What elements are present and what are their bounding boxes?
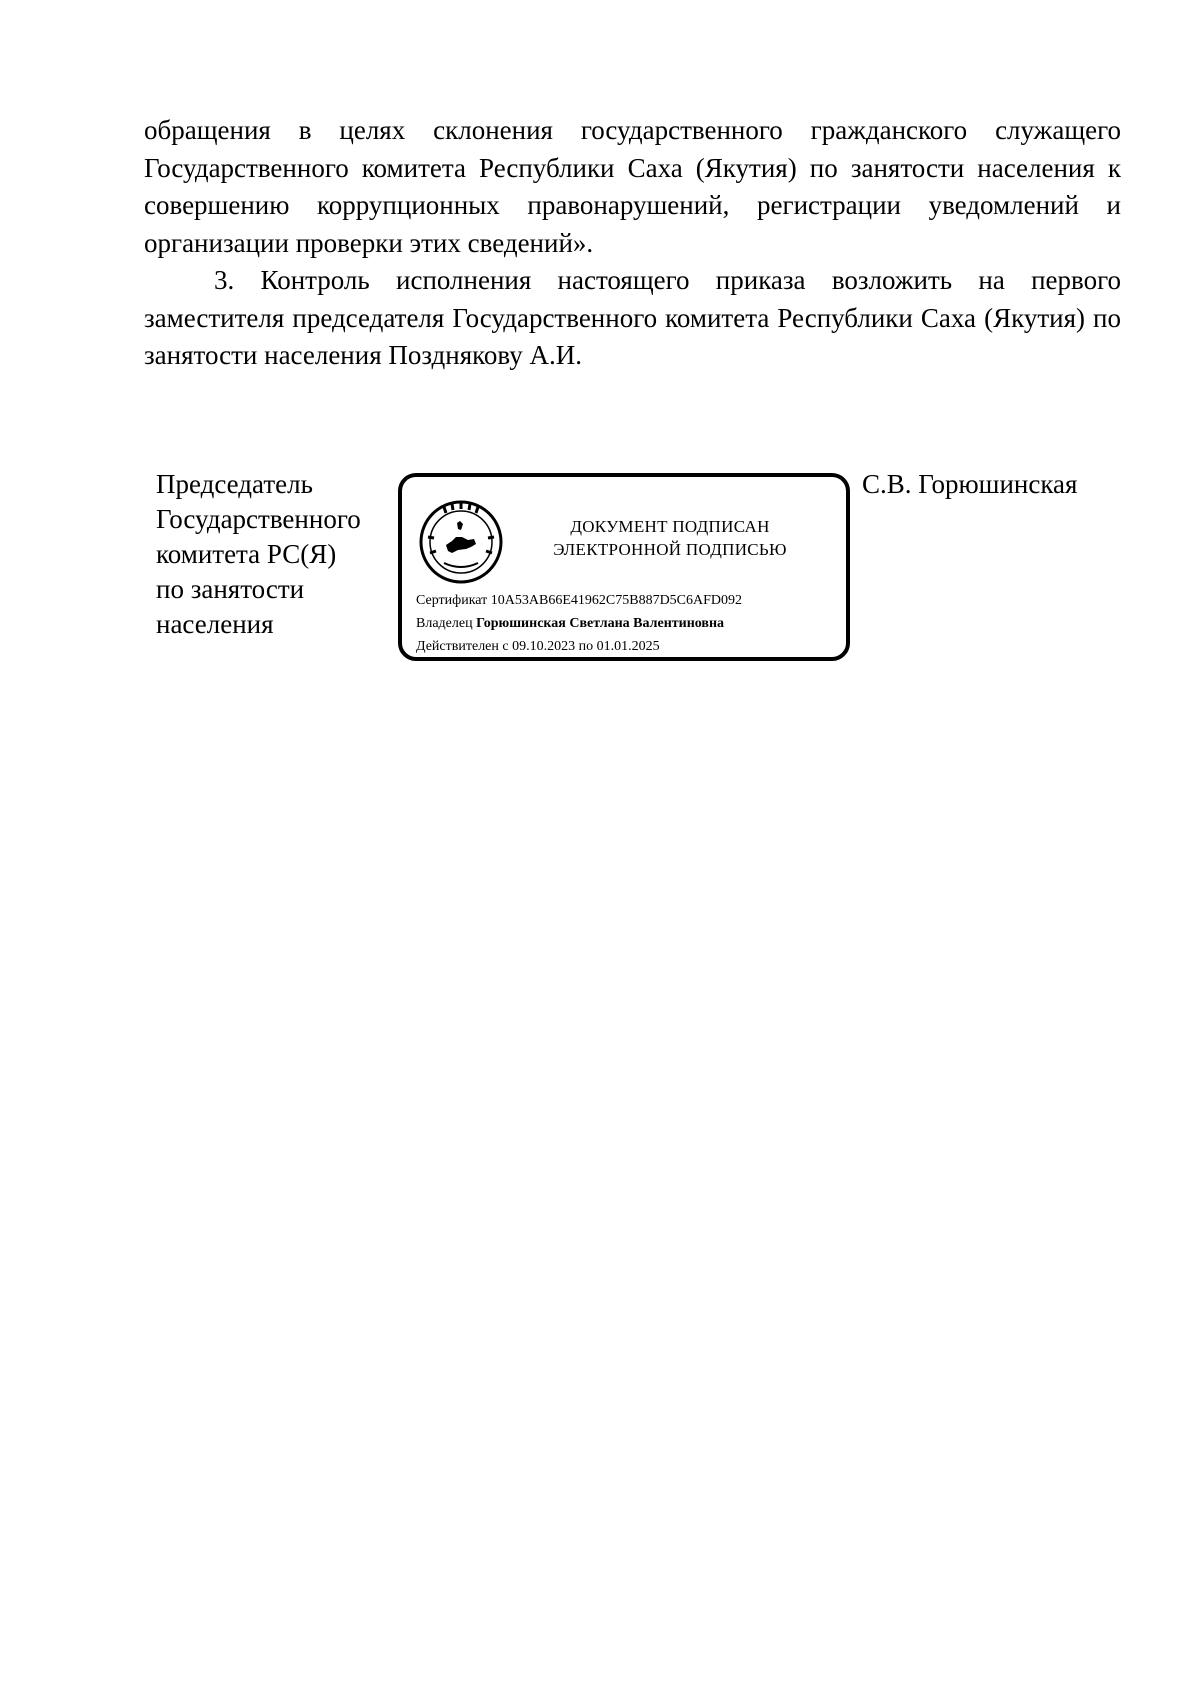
stamp-title [520, 515, 820, 561]
owner-label: Владелец [416, 616, 473, 631]
position-line: Председатель [156, 469, 313, 499]
position-line: населения [156, 609, 274, 639]
position-line: по занятости [156, 574, 305, 604]
certificate-value: 10A53AB66E41962C75B887D5C6AFD092 [490, 593, 743, 608]
paragraph-item-3: 3. Контроль исполнения настоящего приказа возложить на первого заместителя председателя Государственного комитета Республики Саха (Якутия) по занятости населения Позднякову А.И. [144, 265, 1121, 370]
stamp-title-line: ДОКУМЕНТ ПОДПИСАН [570, 517, 770, 536]
valid-to-date: 01.01.2025 [596, 639, 660, 654]
owner-value: Горюшинская Светлана Валентиновна [476, 616, 725, 631]
valid-to-label: по [578, 639, 594, 654]
stamp-details [416, 589, 742, 658]
certificate-label: Сертификат [416, 593, 488, 608]
valid-from-label: Действителен с [416, 639, 509, 654]
validity-line [416, 635, 742, 658]
document-body [144, 112, 1121, 375]
owner-line [416, 612, 742, 635]
valid-from-date: 09.10.2023 [512, 639, 576, 654]
position-line: комитета РС(Я) [156, 539, 337, 569]
paragraph-continuation: обращения в целях склонения государственного гражданского служащего Государственного комитета Республики Саха (Якутия) по занятости населения к совершению коррупционных правонарушений, регистрации уведомлений и организации проверки этих сведений». [144, 115, 1121, 258]
position-line: Государственного [156, 504, 361, 534]
signatory-name: С.В. Горюшинская [862, 469, 1078, 499]
electronic-signature-stamp [398, 473, 850, 661]
coat-of-arms-emblem-icon [416, 497, 506, 587]
signatory-position [156, 467, 386, 642]
certificate-line [416, 589, 742, 612]
stamp-title-line: ЭЛЕКТРОННОЙ ПОДПИСЬЮ [553, 540, 787, 559]
